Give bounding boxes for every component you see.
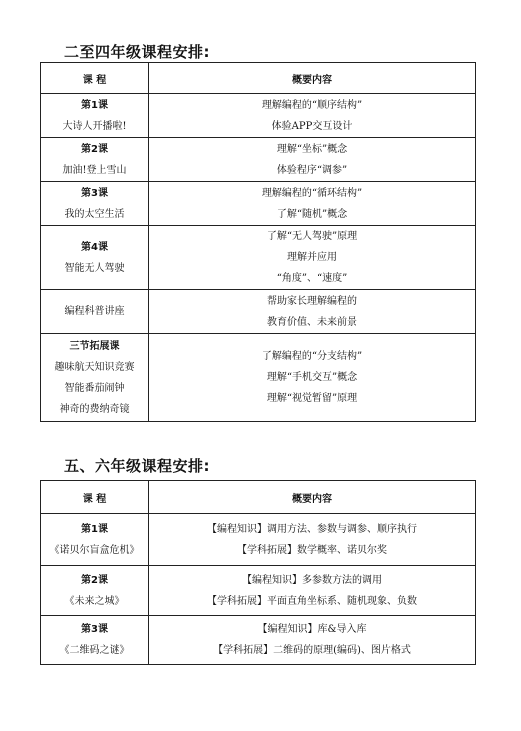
content-line: 【编程知识】调用方法、参数与调参、顺序执行 [207,523,417,535]
table-row [41,616,476,665]
lesson-number: 第1课 [81,99,108,111]
lesson-number: 三节拓展课 [69,340,120,352]
content-line: 了解编程的“分支结构” [261,351,363,362]
lesson-title: 《诺贝尔盲盒危机》 [49,544,140,556]
course-cell [41,182,149,226]
table-row [41,566,476,616]
table-row [41,138,476,182]
lesson-number: 第1课 [81,523,108,535]
table-row [41,290,476,334]
course-cell [41,566,149,616]
content-cell [149,616,476,665]
section-title-grade-2-4: 二至四年级课程安排: [64,43,210,61]
course-cell [41,94,149,138]
lesson-title: 大诗人开播啦! [62,120,127,132]
lesson-title: 我的太空生活 [64,208,125,220]
course-cell [41,138,149,182]
content-cell [149,334,476,422]
lesson-number: 第4课 [81,241,108,253]
content-cell [149,94,476,138]
lesson-title: 神奇的费纳奇镜 [59,403,130,415]
content-line: “角度”、“速度” [276,273,348,284]
content-line: 理解“视觉暂留”原理 [266,393,358,404]
table-row [41,94,476,138]
course-cell [41,290,149,334]
content-cell [149,566,476,616]
lesson-title: 趣味航天知识竞赛 [54,361,135,373]
lesson-title: 智能无人驾驶 [64,262,125,274]
content-cell [149,182,476,226]
lesson-number: 第2课 [81,574,108,586]
course-cell [41,616,149,665]
table-row [41,514,476,566]
content-line: 体验APP交互设计 [271,120,353,132]
content-line: 【学科拓展】平面直角坐标系、随机现象、负数 [207,595,417,607]
lesson-number: 第2课 [81,143,108,155]
lesson-title: 《二维码之谜》 [59,645,130,656]
content-line: 理解并应用 [287,252,337,263]
table-header-row [41,481,476,514]
content-line: 教育价值、未来前景 [267,316,357,328]
table-row [41,334,476,422]
content-line: 体验程序“调参” [276,164,348,176]
table-header-row [41,63,476,94]
lesson-number: 第3课 [81,624,108,635]
lesson-title: 加油!登上雪山 [62,164,127,176]
lesson-title: 编程科普讲座 [64,306,125,317]
content-line: 理解“手机交互”概念 [266,372,358,383]
course-cell [41,226,149,290]
table-row [41,182,476,226]
course-cell [41,514,149,566]
content-line: 【编程知识】库&导入库 [257,624,367,635]
content-line: 【编程知识】多参数方法的调用 [242,574,382,586]
header-course: 课 程 [41,481,149,514]
course-cell [41,334,149,422]
lesson-number: 第3课 [81,187,108,199]
content-line: 【学科拓展】二维码的原理(编码)、图片格式 [213,645,411,656]
table-row [41,226,476,290]
content-line: 了解“无人驾驶”原理 [266,231,358,242]
content-cell [149,226,476,290]
section-title-grade-5-6: 五、六年级课程安排: [64,457,210,475]
lesson-title: 《未来之城》 [64,595,125,607]
content-line: 理解编程的“循环结构” [261,187,363,199]
content-cell [149,290,476,334]
schedule-table-grade-2-4 [40,62,476,422]
content-line: 了解“随机”概念 [276,208,348,220]
content-cell [149,138,476,182]
schedule-table-grade-5-6 [40,480,476,665]
content-line: 【学科拓展】数学概率、诺贝尔奖 [237,544,387,556]
header-content: 概要内容 [149,63,476,94]
content-line: 理解“坐标”概念 [276,143,348,155]
content-line: 帮助家长理解编程的 [267,295,357,307]
content-line: 理解编程的“顺序结构” [261,99,363,111]
header-course: 课 程 [41,63,149,94]
header-content: 概要内容 [149,481,476,514]
content-cell [149,514,476,566]
lesson-title: 智能番茄闹钟 [64,382,125,394]
